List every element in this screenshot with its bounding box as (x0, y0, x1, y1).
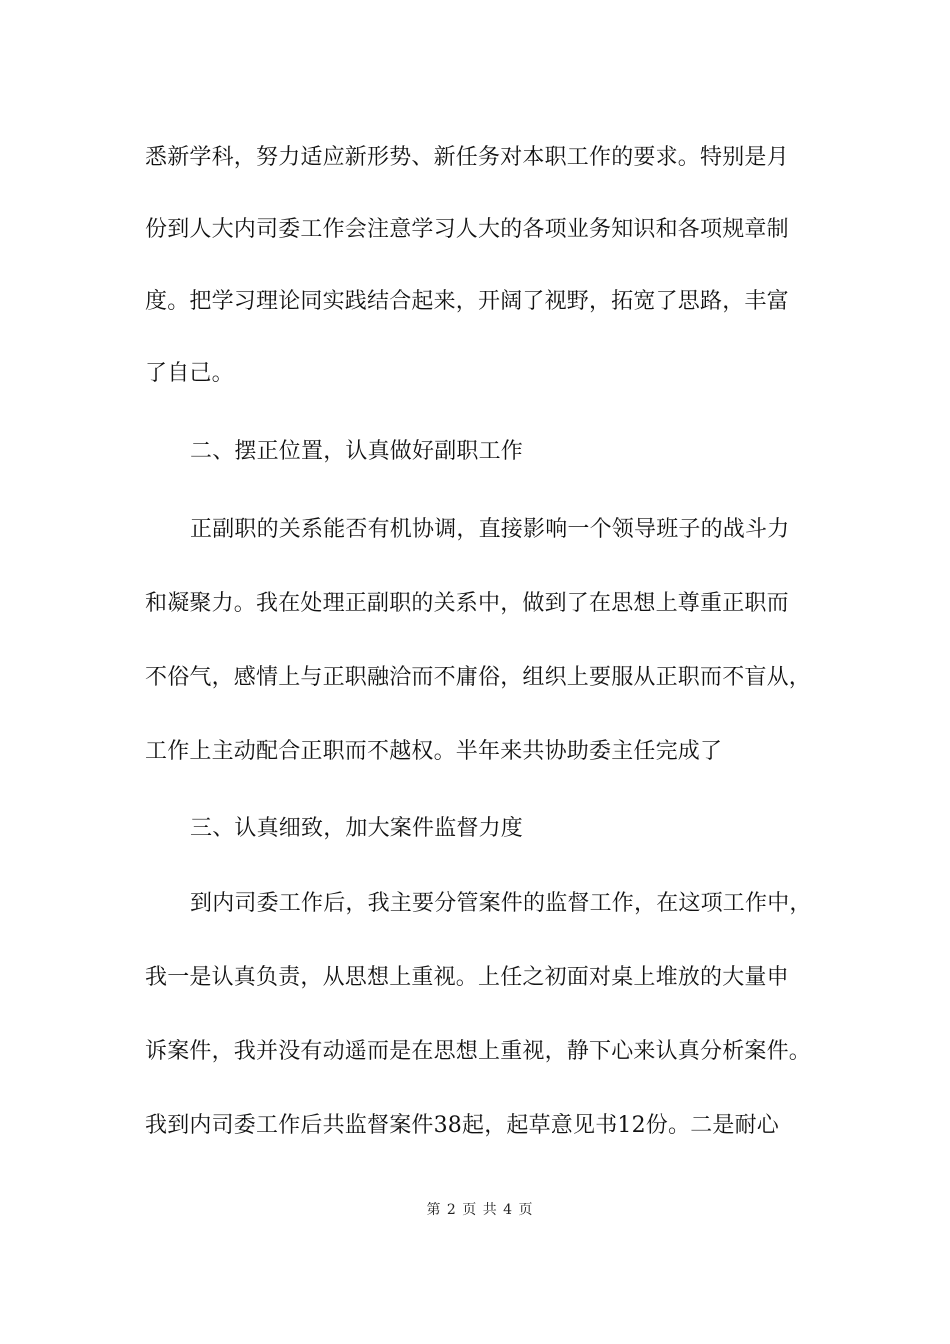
paragraph-start: 正副职的关系能否有机协调，直接影响一个领导班子的战斗力 (190, 517, 790, 542)
text-line: 不俗气，感情上与正职融洽而不庸俗，组织上要服从正职而不盲从， (145, 665, 812, 690)
text-line: 我一是认真负责，从思想上重视。上任之初面对桌上堆放的大量申 (145, 965, 789, 990)
section-heading: 三、认真细致，加大案件监督力度 (190, 816, 524, 841)
text-line: 悉新学科，努力适应新形势、新任务对本职工作的要求。特别是月 (145, 145, 789, 170)
section-heading: 二、摆正位置，认真做好副职工作 (190, 439, 524, 464)
text-line: 份到人大内司委工作会注意学习人大的各项业务知识和各项规章制 (145, 217, 789, 242)
text-line: 和凝聚力。我在处理正副职的关系中，做到了在思想上尊重正职而 (145, 591, 789, 616)
paragraph-start: 到内司委工作后，我主要分管案件的监督工作，在这项工作中， (190, 891, 812, 916)
text-line: 了自己。 (145, 361, 234, 386)
text-line: 工作上主动配合正职而不越权。半年来共协助委主任完成了 (145, 739, 723, 764)
text-line: 度。把学习理论同实践结合起来，开阔了视野，拓宽了思路，丰富 (145, 289, 789, 314)
page-number-footer: 第 2 页 共 4 页 (426, 1202, 534, 1218)
text-line: 我到内司委工作后共监督案件38起，起草意见书12份。二是耐心 (145, 1113, 779, 1138)
text-line: 诉案件，我并没有动遥而是在思想上重视，静下心来认真分析案件。 (145, 1039, 812, 1064)
